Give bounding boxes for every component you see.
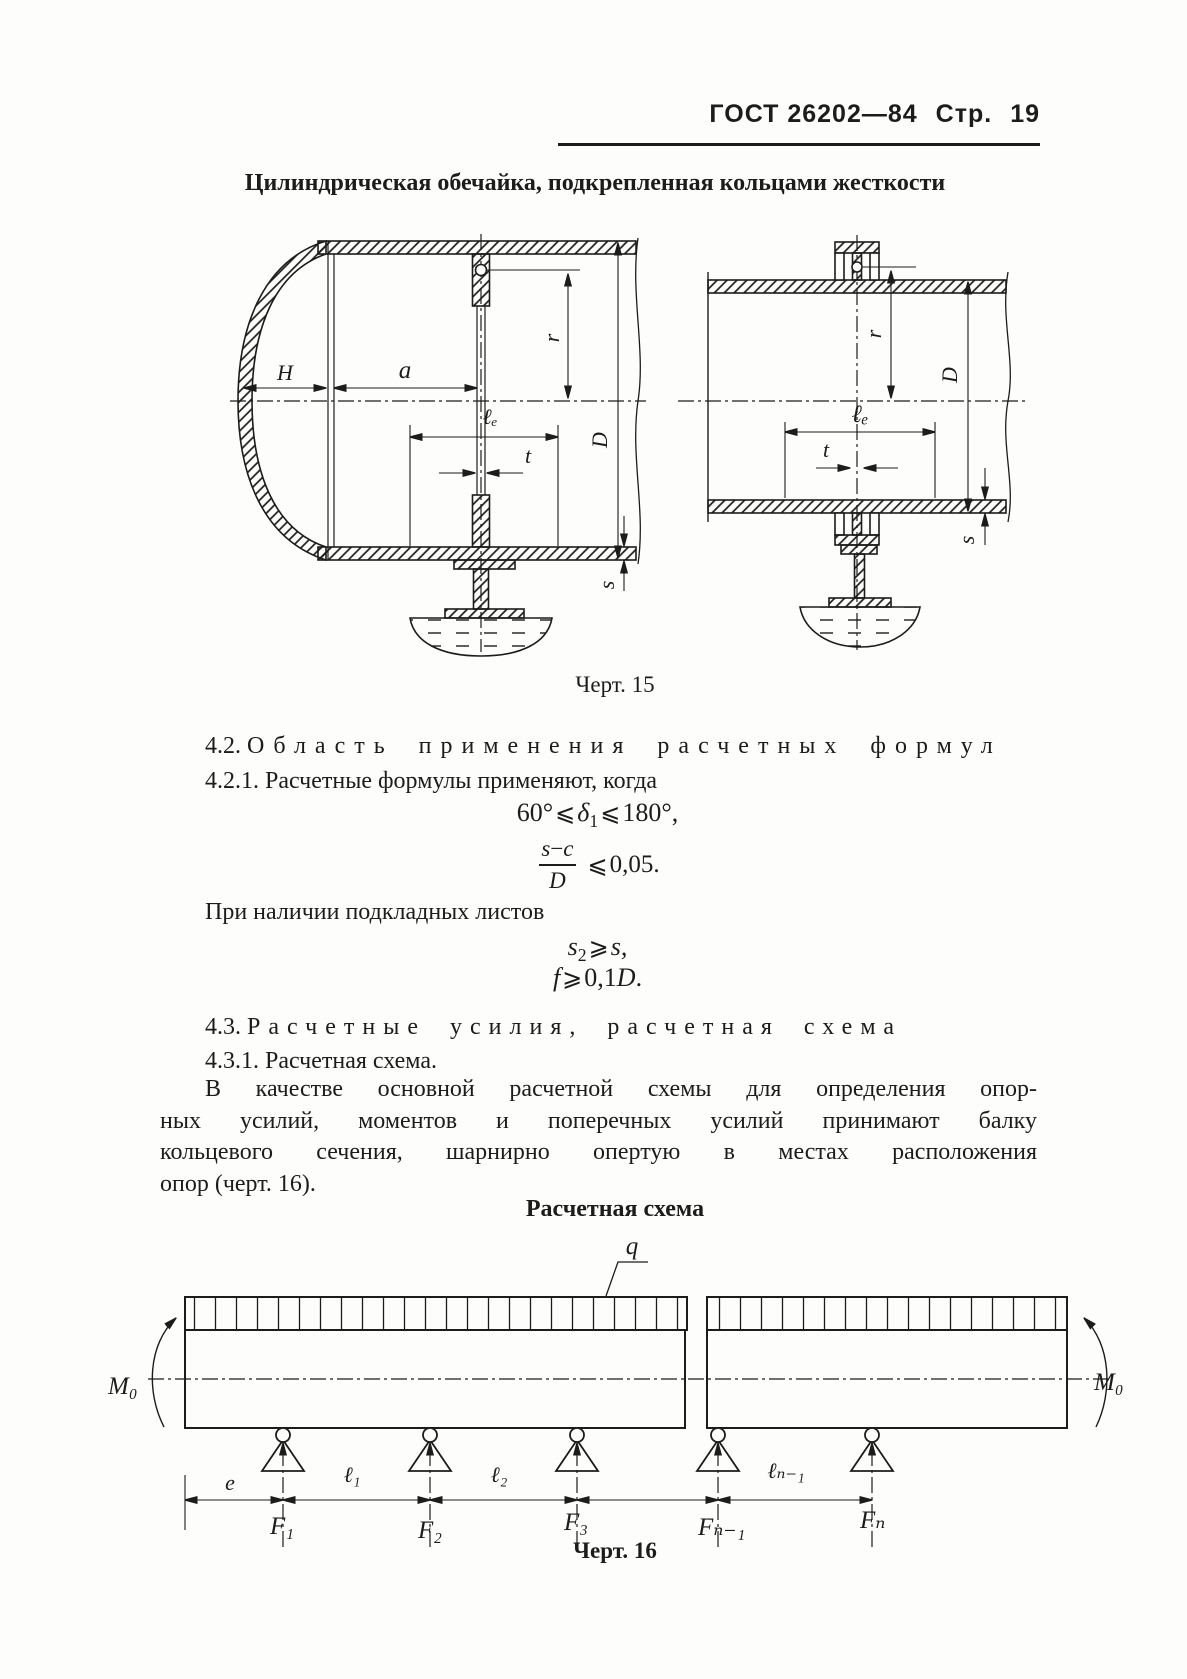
figure-15-caption: Черт. 15: [575, 672, 655, 697]
ring-bottom-flange: [473, 495, 490, 547]
label-Fn1: Fₙ₋₁: [698, 1514, 746, 1541]
foundation-block: [410, 618, 552, 656]
label-F1: F₁: [270, 1513, 294, 1540]
paragraph-line: ных усилий, моментов и поперечных усилий принимают балку: [160, 1107, 1037, 1134]
s-variable: s: [567, 932, 578, 961]
section-4-3-heading: [205, 1014, 902, 1041]
section-number: 4.3.: [205, 1014, 241, 1040]
ring-centroid-mark: [852, 262, 862, 272]
shell-external-ring-view: [678, 235, 1028, 650]
label-D: D: [587, 432, 612, 448]
label-H: H: [277, 360, 293, 385]
label-e: e: [225, 1470, 235, 1495]
figure-15-drawing: [228, 210, 1073, 662]
bottom-shell-wall: [708, 500, 1006, 513]
label-le: ℓₑ: [851, 401, 869, 428]
label-s: s: [954, 535, 979, 545]
s-variable: s: [541, 836, 551, 861]
top-ring-left-leg: [835, 253, 844, 280]
bottom-ring-right-leg: [870, 513, 879, 535]
support-stem: [855, 554, 865, 598]
label-q: q: [625, 1233, 639, 1260]
section-title: Расчетные усилия, расчетная схема: [247, 1014, 902, 1040]
bottom-ring-left-leg: [835, 513, 844, 535]
period: .: [635, 963, 643, 992]
formula-wall-ratio: [160, 836, 1035, 894]
top-shell-wall: [318, 241, 636, 254]
ring-centroid-mark: [476, 265, 487, 276]
formula-value: 60°: [516, 798, 554, 827]
support-pad: [841, 545, 877, 554]
geq-symbol: ⩾: [588, 933, 609, 961]
formula-delta-range: [160, 798, 1035, 832]
q-leader-line: [606, 1262, 648, 1296]
label-M0-right: M₀: [1094, 1369, 1124, 1396]
bottom-shell-wall: [318, 547, 636, 560]
label-r: r: [539, 333, 564, 343]
subscript: 1: [589, 811, 599, 832]
subscript: 2: [577, 945, 587, 966]
section-number: 4.2.: [205, 733, 241, 759]
standard-number: ГОСТ 26202—84: [709, 100, 918, 128]
label-a: a: [398, 357, 412, 384]
bottom-ring-cap: [835, 535, 879, 545]
label-s: s: [594, 580, 619, 590]
page-word: Стр.: [935, 100, 993, 128]
figure-16-title: Расчетная схема: [525, 1196, 705, 1222]
page-header: [709, 100, 1040, 129]
support-pin: [865, 1428, 879, 1442]
minus-sign: −: [550, 836, 564, 861]
label-F3: F₃: [564, 1509, 588, 1536]
f-variable: f: [552, 963, 561, 992]
label-t: t: [822, 437, 830, 462]
label-r: r: [861, 329, 886, 339]
leq-symbol: ⩽: [587, 851, 608, 879]
label-M0-left: M₀: [108, 1373, 138, 1400]
paragraph-line: кольцевого сечения, шарнирно опертую в местах расположения: [160, 1139, 1037, 1165]
figure-15-title: Цилиндрическая обечайка, подкрепленная кольцами жесткости: [244, 170, 946, 196]
figure-16-drawing: [100, 1232, 1124, 1554]
moment-arrow-left: [152, 1318, 176, 1427]
distributed-load-left: [185, 1297, 687, 1330]
delta-variable: δ: [577, 798, 590, 827]
top-ring-cap: [835, 242, 879, 253]
bottom-ring-web: [853, 513, 862, 535]
foundation-block: [800, 607, 920, 647]
s-variable: s,: [610, 932, 628, 961]
denominator: D: [539, 864, 576, 894]
geq-symbol: ⩾: [562, 964, 583, 992]
support-pin: [423, 1428, 437, 1442]
support-pad: [454, 560, 515, 569]
label-F2: F₂: [418, 1517, 442, 1544]
top-shell-wall: [708, 280, 1006, 293]
page-number: 19: [1010, 100, 1040, 128]
label-l1: ℓ₁: [343, 1462, 361, 1487]
distributed-load-right: [707, 1297, 1067, 1330]
shell-break-line: [1006, 272, 1011, 522]
numerator: [535, 836, 579, 864]
beam-scheme: [107, 1233, 1124, 1547]
label-Fn: Fₙ: [860, 1507, 886, 1534]
support-base-plate: [829, 598, 891, 607]
label-D: D: [937, 367, 962, 383]
support-stem: [474, 569, 489, 609]
formula-value: 0,1: [584, 963, 617, 992]
body-paragraph: [160, 1074, 1037, 1200]
support-pin: [711, 1428, 725, 1442]
paragraph-line: опор (черт. 16).: [160, 1170, 316, 1197]
leq-symbol: ⩽: [555, 799, 576, 827]
D-variable: D: [616, 963, 636, 992]
label-le: ℓₑ: [482, 404, 498, 429]
section-title: Область применения расчетных формул: [247, 733, 1002, 759]
formula-value: 180°,: [622, 798, 679, 827]
support-pin: [276, 1428, 290, 1442]
paragraph-line: В качестве основной расчетной схемы для определения опор-: [205, 1076, 1037, 1102]
label-l2: ℓ₂: [490, 1462, 508, 1487]
c-variable: c: [563, 836, 574, 861]
clause-4-3-1: 4.3.1. Расчетная схема.: [205, 1048, 437, 1074]
support-base-plate: [445, 609, 524, 618]
clause-4-2-1: 4.2.1. Расчетные формулы применяют, когда: [205, 768, 658, 794]
shell-with-head-view: [230, 234, 646, 656]
backing-sheets-text: При наличии подкладных листов: [205, 899, 545, 925]
fraction: [535, 836, 579, 894]
section-4-2-heading: [205, 733, 1002, 760]
formula-f: [160, 963, 1035, 993]
label-t: t: [524, 443, 532, 468]
label-ln1: ℓₙ₋₁: [767, 1458, 805, 1483]
ring-top-flange: [473, 254, 490, 306]
formula-value: 0,05.: [609, 851, 660, 878]
header-rule: [558, 143, 1040, 146]
figure-16-caption: Черт. 16: [573, 1538, 657, 1563]
support-pin: [570, 1428, 584, 1442]
leq-symbol: ⩽: [600, 799, 621, 827]
formula-s2: [160, 932, 1035, 966]
